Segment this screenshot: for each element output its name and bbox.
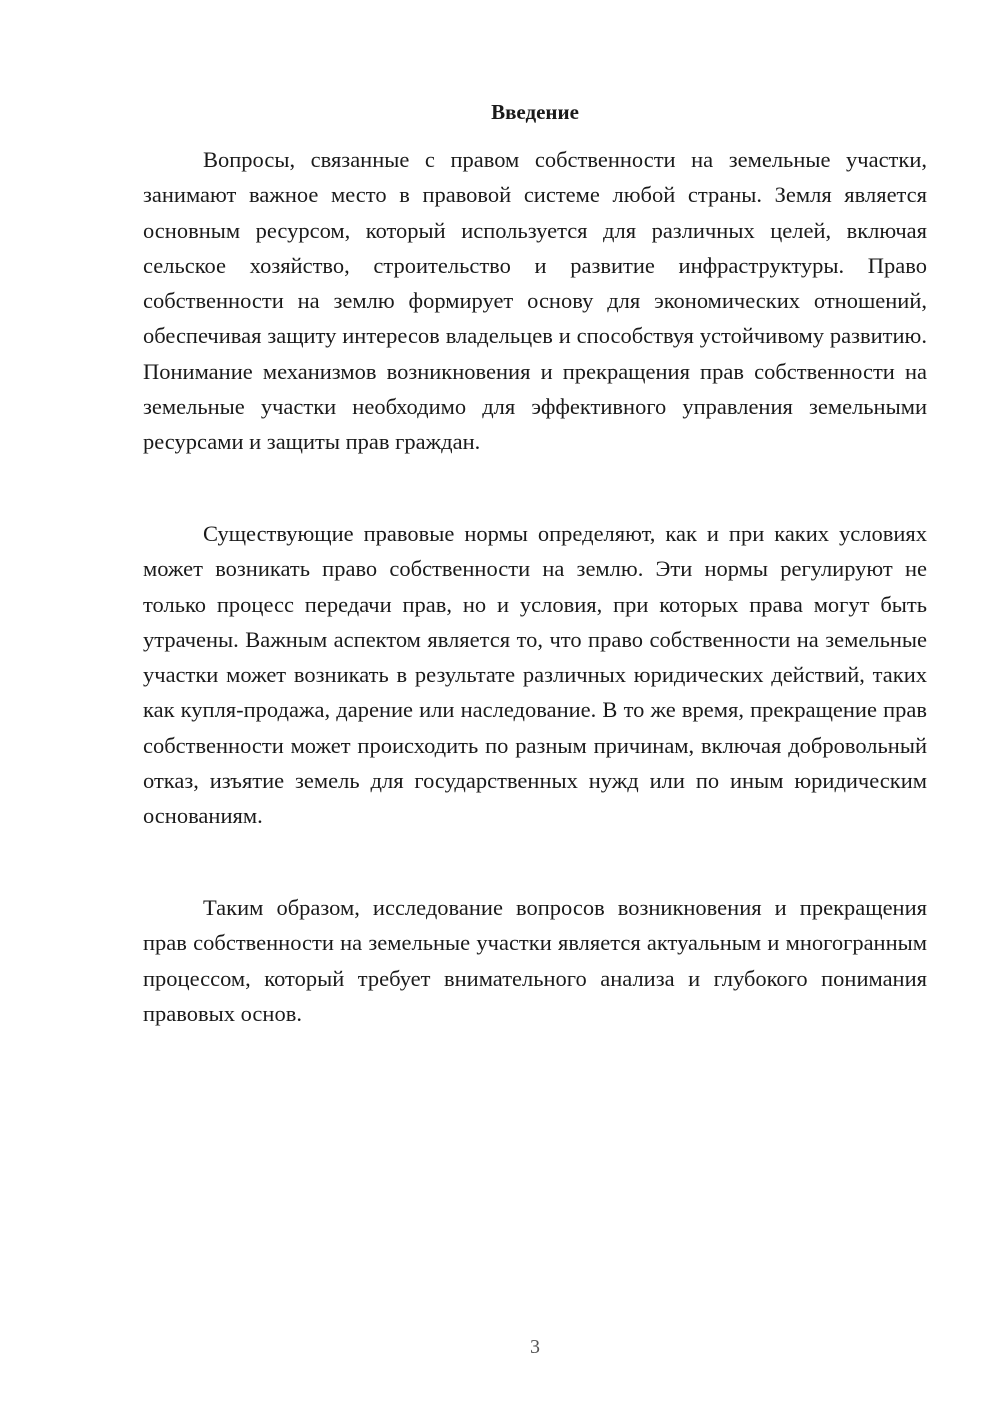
paragraph-3: Таким образом, исследование вопросов возникновения и прекращения прав собственности на земельные участки является актуальным и многогранным процессом, который требует внимательного анализа и глубокого понимания правовых основ. [143,895,927,1026]
paragraph-2: Существующие правовые нормы определяют, как и при каких условиях может возникать право собственности на землю. Эти нормы регулируют не только процесс передачи прав, но и условия, при которых права могут быть утрачены. Важным аспектом является то, что право собственности на земельные участки может возникать в результате различных юридических действий, таких как купля-продажа, дарение или наследование. В то же время, прекращение прав собственности может происходить по разным причинам, включая добровольный отказ, изъятие земель для государственных нужд или по иным юридическим основаниям. [143,521,927,829]
section-heading: Введение [491,100,579,124]
page-number: 3 [530,1336,540,1358]
paragraph-1: Вопросы, связанные с правом собственности на земельные участки, занимают важное место в правовой системе любой страны. Земля является основным ресурсом, который используется для различных целей, включая сельское хозяйство, строительство и развитие инфраструктуры. Право собственности на землю формирует основу для экономических отношений, обеспечивая защиту интересов владельцев и способствуя устойчивому развитию. Понимание механизмов возникновения и прекращения прав собственности на земельные участки необходимо для эффективного управления земельными ресурсами и защиты прав граждан. [143,147,927,455]
